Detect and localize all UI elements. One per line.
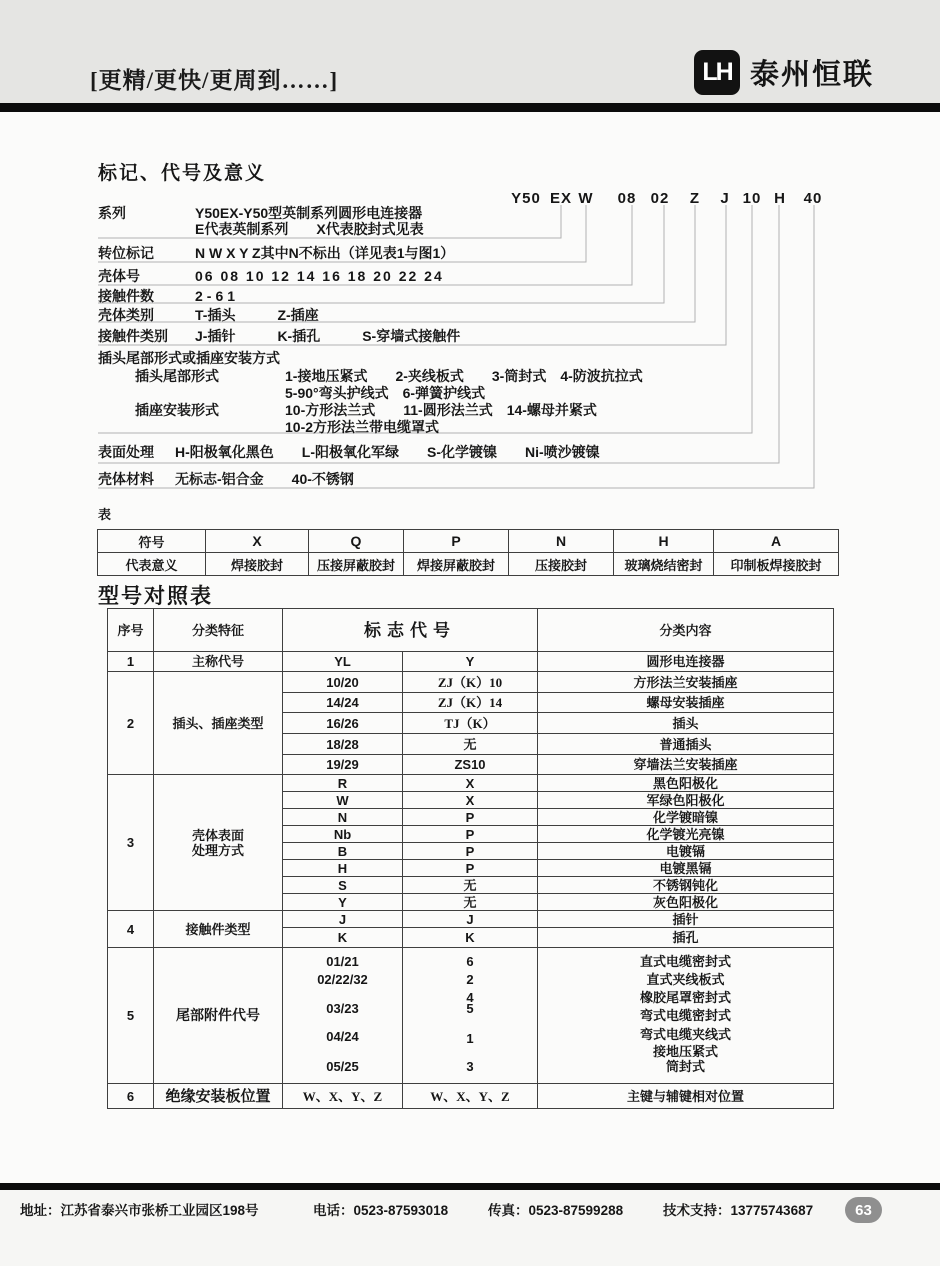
code-cell: W、X、Y、Z [403, 1084, 538, 1109]
content-line: 接地压紧式 [652, 1044, 718, 1059]
row-text-tail-socket-2: 10-2方形法兰带电缆罩式 [285, 419, 440, 435]
row-text-series-2: E代表英制系列 X代表胶封式见表 [195, 221, 424, 237]
code-line: 3 [466, 1059, 474, 1074]
code-cell: 18/28 [283, 734, 403, 755]
code-cell: 无 [403, 877, 538, 894]
content-line: 直式电缆密封式 [639, 954, 731, 969]
code-part-contacttype: J [720, 190, 730, 207]
section-title-model-table: 型号对照表 [98, 585, 213, 608]
code-cell: B [283, 843, 403, 860]
model-table-header-row [108, 609, 834, 652]
seal-header-cell: Q [309, 530, 404, 553]
feature-cell: 主称代号 [154, 652, 283, 672]
row-text-shelltype: T-插头 Z-插座 [195, 307, 319, 323]
feature-line: 处理方式 [191, 842, 244, 858]
content-cell: 军绿色阳极化 [538, 792, 834, 809]
row-label-contacttype: 接触件类别 [98, 328, 168, 344]
brand-name: 泰州恒联 [750, 59, 875, 91]
seal-header-cell: H [614, 530, 714, 553]
sn-cell: 5 [108, 948, 154, 1084]
code-cell: P [403, 843, 538, 860]
col-header-sn: 序号 [108, 609, 154, 652]
content-cell: 插头 [538, 713, 834, 734]
code-cell: ZS10 [403, 755, 538, 775]
footer-support: 技术支持：13775743687 [663, 1203, 814, 1218]
sn-cell: 4 [108, 911, 154, 948]
content-line: 橡胶尾罩密封式 [639, 990, 731, 1005]
code-part-contacts: 02 [650, 190, 670, 207]
content-cell: 电镀镉 [538, 843, 834, 860]
row-text-tail-plug-2: 5-90°弯头护线式 6-弹簧护线式 [285, 385, 486, 401]
seal-code-table [97, 529, 839, 576]
table-row [108, 652, 834, 672]
col-header-feature: 分类特征 [154, 609, 283, 652]
row-text-rotation: N W X Y Z其中N不标出（详见表1与图1） [195, 245, 455, 261]
code-line: 5 [466, 1001, 474, 1016]
row-title-tail: 插头尾部形式或插座安装方式 [98, 350, 280, 366]
code-line: 04/24 [326, 1029, 359, 1044]
seal-meaning-cell: 焊接胶封 [206, 553, 309, 576]
code-cell: W、X、Y、Z [283, 1084, 403, 1109]
code-line: 6 [466, 954, 474, 969]
seal-header-cell: A [714, 530, 839, 553]
content-cell: 黑色阳极化 [538, 775, 834, 792]
seal-meaning-cell: 焊接屏蔽胶封 [404, 553, 509, 576]
code-part-series: Y50 [511, 190, 541, 207]
code-part-tail: 10 [742, 190, 762, 207]
feature-line: 壳体表面 [191, 827, 244, 843]
code-cell: R [283, 775, 403, 792]
content-cell: 圆形电连接器 [538, 652, 834, 672]
code-cell: W [283, 792, 403, 809]
col-header-content: 分类内容 [538, 609, 834, 652]
feature-cell: 绝缘安装板位置 [154, 1084, 283, 1109]
code-cell: X [403, 792, 538, 809]
content-cell: 化学镀暗镍 [538, 809, 834, 826]
seal-header-cell: N [509, 530, 614, 553]
code-part-shellno: 08 [617, 190, 637, 207]
col-header-code: 标志代号 [283, 609, 538, 652]
seal-header-cell: X [206, 530, 309, 553]
sn-cell: 3 [108, 775, 154, 911]
seal-header-cell: P [404, 530, 509, 553]
code-cell: K [283, 928, 403, 948]
footer-fax: 传真：0523-87599288 [488, 1203, 624, 1218]
row-text-tail-socket: 10-方形法兰式 11-圆形法兰式 14-螺母并紧式 [285, 402, 597, 418]
content-line: 筒封式 [665, 1059, 705, 1074]
code-cell: J [403, 911, 538, 928]
row-label-series: 系列 [98, 205, 126, 221]
seal-table-meaning-row [98, 553, 839, 576]
row-label-shellno: 壳体号 [98, 268, 140, 284]
code-cell: TJ（K） [403, 713, 538, 734]
content-line: 直式夹线板式 [646, 972, 725, 987]
content-cell: 化学镀光亮镍 [538, 826, 834, 843]
code-cell: P [403, 809, 538, 826]
row-text-tail-plug: 1-接地压紧式 2-夹线板式 3-筒封式 4-防波抗拉式 [285, 368, 643, 384]
sn-cell: 1 [108, 652, 154, 672]
code-cell: 无 [403, 734, 538, 755]
feature-cell: 尾部附件代号 [154, 948, 283, 1084]
row-label-tail-socket: 插座安装形式 [135, 402, 219, 418]
content-cell: 插针 [538, 911, 834, 928]
content-line: 弯式电缆密封式 [639, 1008, 731, 1023]
code-cell: N [283, 809, 403, 826]
code-cell [283, 948, 403, 1084]
code-cell: 19/29 [283, 755, 403, 775]
model-comparison-table [107, 608, 834, 1109]
footer-phone: 电话：0523-87593018 [313, 1203, 449, 1218]
code-line: 03/23 [326, 1001, 359, 1016]
content-cell: 螺母安装插座 [538, 693, 834, 713]
seal-meaning-cell: 压接胶封 [509, 553, 614, 576]
feature-cell: 插头、插座类型 [154, 672, 283, 775]
content-cell: 灰色阳极化 [538, 894, 834, 911]
code-part-material: 40 [803, 190, 823, 207]
code-part-rotation: W [578, 190, 594, 207]
seal-meaning-cell: 压接屏蔽胶封 [309, 553, 404, 576]
lh-logo-icon: LH [694, 50, 740, 95]
content-line: 弯式电缆夹线式 [639, 1027, 731, 1042]
seal-meaning-cell: 玻璃烧结密封 [614, 553, 714, 576]
code-cell: J [283, 911, 403, 928]
code-cell [403, 948, 538, 1084]
section-title-marking: 标记、代号及意义 [98, 163, 267, 184]
code-cell: P [403, 860, 538, 877]
content-cell: 电镀黑镉 [538, 860, 834, 877]
company-logo [694, 50, 874, 95]
row-text-contacts: 2-61 [195, 288, 240, 304]
feature-cell: 接触件类型 [154, 911, 283, 948]
code-part-shelltype: Z [689, 190, 701, 207]
seal-header-cell: 符号 [98, 530, 206, 553]
code-part-surface: H [774, 190, 786, 207]
content-cell: 插孔 [538, 928, 834, 948]
page-number-badge: 63 [845, 1197, 882, 1223]
code-cell: ZJ（K）14 [403, 693, 538, 713]
row-label-rotation: 转位标记 [98, 245, 154, 261]
row-label-material: 壳体材料 [98, 471, 154, 487]
content-cell: 主键与辅键相对位置 [538, 1084, 834, 1109]
row-text-shellno: 06 08 10 12 14 16 18 20 22 24 [195, 268, 444, 284]
code-line: 05/25 [326, 1059, 359, 1074]
row-label-tail-plug: 插头尾部形式 [135, 368, 219, 384]
code-cell: YL [283, 652, 403, 672]
code-line: 2 [466, 972, 474, 987]
footer-address: 地址：江苏省泰兴市张桥工业园区198号 [20, 1203, 259, 1218]
code-line: 01/21 [326, 954, 359, 969]
row-text-series-1: Y50EX-Y50型英制系列圆形电连接器 [195, 205, 423, 221]
table-row [108, 911, 834, 928]
footer-divider-bar [0, 1183, 940, 1190]
code-cell: K [403, 928, 538, 948]
content-cell: 穿墙法兰安装插座 [538, 755, 834, 775]
header-slogan: [更精/更快/更周到……] [90, 68, 339, 93]
row-text-surface: H-阳极氧化黑色 L-阳极氧化军绿 S-化学镀镍 Ni-喷沙镀镍 [175, 444, 600, 460]
row-text-material: 无标志-铝合金 40-不锈钢 [175, 471, 354, 487]
row-label-surface: 表面处理 [98, 444, 154, 460]
code-cell: X [403, 775, 538, 792]
seal-table-label: 表 [98, 507, 112, 522]
content-cell [538, 948, 834, 1084]
table-row [108, 1084, 834, 1109]
table-row [108, 672, 834, 693]
sn-cell: 6 [108, 1084, 154, 1109]
content-cell: 不锈钢钝化 [538, 877, 834, 894]
seal-meaning-cell: 印制板焊接胶封 [714, 553, 839, 576]
row-label-contacts: 接触件数 [98, 288, 154, 304]
table-row [108, 948, 834, 1084]
seal-table-header-row [98, 530, 839, 553]
header-divider-bar [0, 103, 940, 112]
code-cell: 14/24 [283, 693, 403, 713]
table-row [108, 775, 834, 792]
code-cell: 无 [403, 894, 538, 911]
code-cell: 16/26 [283, 713, 403, 734]
code-cell: Y [283, 894, 403, 911]
feature-cell [154, 775, 283, 911]
code-cell: H [283, 860, 403, 877]
code-line: 1 [466, 1031, 474, 1046]
row-label-shelltype: 壳体类别 [98, 307, 154, 323]
code-line: 02/22/32 [317, 972, 368, 987]
seal-meaning-cell: 代表意义 [98, 553, 206, 576]
code-cell: ZJ（K）10 [403, 672, 538, 693]
code-cell: S [283, 877, 403, 894]
sn-cell: 2 [108, 672, 154, 775]
content-cell: 普通插头 [538, 734, 834, 755]
code-line: 4 [466, 990, 474, 1005]
row-text-contacttype: J-插针 K-插孔 S-穿墙式接触件 [195, 328, 461, 344]
code-part-ex: EX [549, 190, 573, 207]
code-cell: Nb [283, 826, 403, 843]
content-cell: 方形法兰安装插座 [538, 672, 834, 693]
code-cell: Y [403, 652, 538, 672]
code-cell: P [403, 826, 538, 843]
code-cell: 10/20 [283, 672, 403, 693]
